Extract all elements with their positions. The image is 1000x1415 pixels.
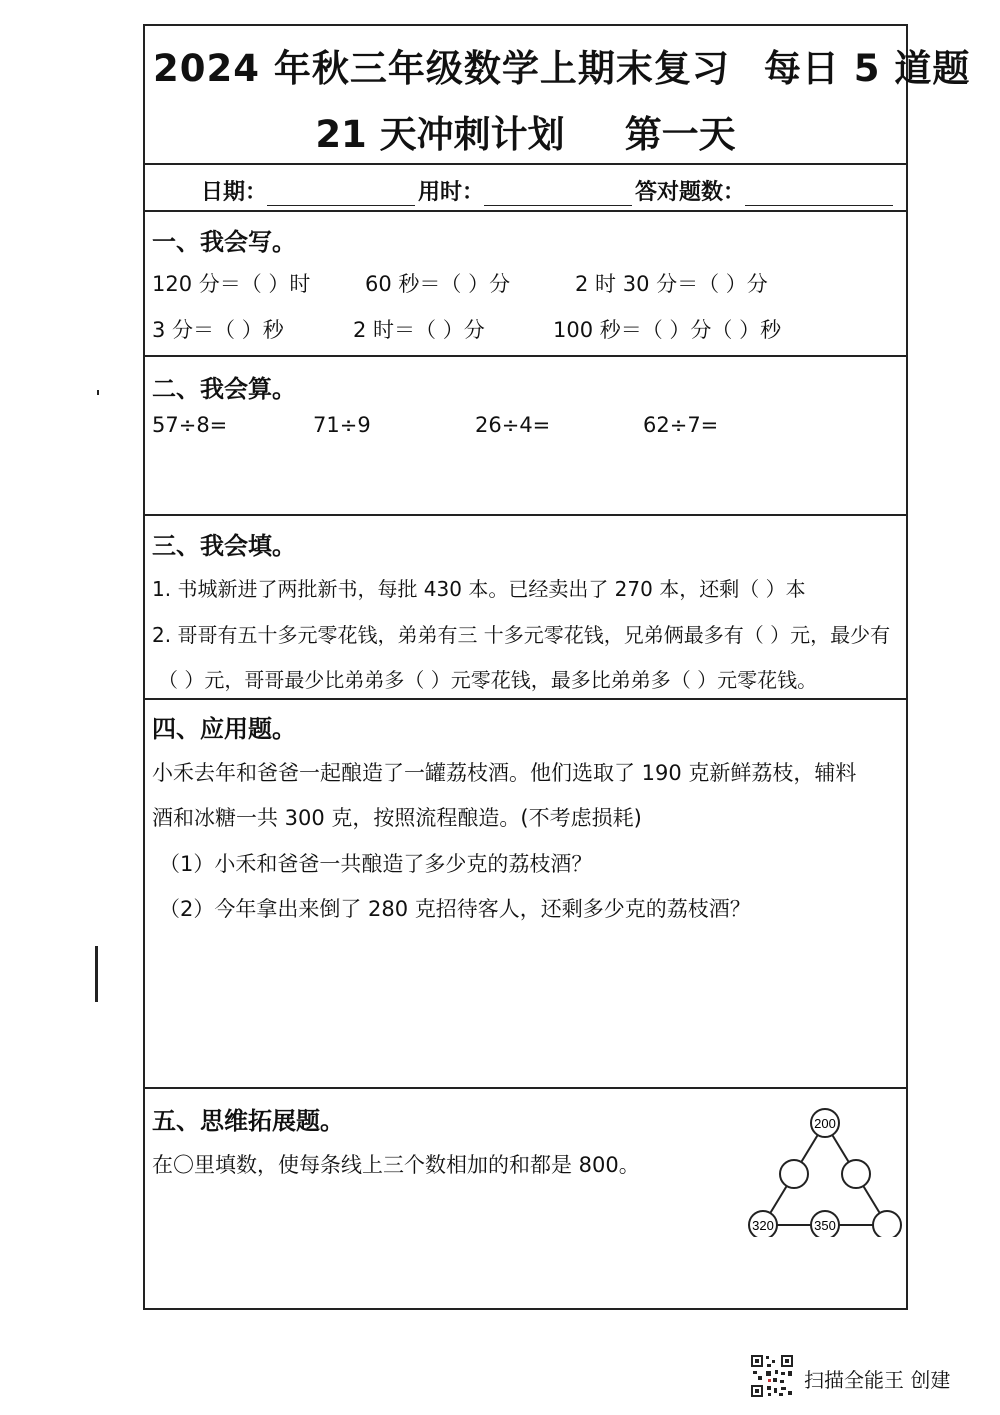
section-write <box>145 210 906 357</box>
worksheet <box>143 24 971 1310</box>
section-title: 三、我会填。 <box>152 532 296 560</box>
scan-mark <box>95 946 98 1002</box>
circle-blank-right[interactable] <box>842 1160 870 1188</box>
question-1: 1. 书城新进了两批新书，每批 430 本。已经卖出了 270 本，还剩（ ）本 <box>152 577 806 601</box>
time-field[interactable]: 用时： <box>418 175 632 206</box>
calc-item: 62÷7= <box>643 413 719 437</box>
svg-text:350: 350 <box>814 1218 836 1233</box>
date-blank[interactable] <box>267 183 415 206</box>
question-item: 2 时 30 分＝（ ）分 <box>575 272 768 296</box>
circle-top <box>811 1109 839 1137</box>
date-field[interactable]: 日期： <box>201 175 415 206</box>
section-thinking <box>145 1089 906 1310</box>
section-application <box>145 700 906 1089</box>
info-row <box>145 163 906 212</box>
question-item: 3 分＝（ ）秒 <box>152 318 284 342</box>
circle-blank-bottom-right[interactable] <box>873 1211 901 1237</box>
number-triangle-puzzle <box>745 1107 905 1237</box>
worksheet-title: 2024 年秋三年级数学上期末复习 每日 5 道题 <box>153 47 971 90</box>
time-blank[interactable] <box>484 183 632 206</box>
scan-mark <box>97 390 99 395</box>
scanner-watermark <box>750 1354 990 1398</box>
section-calculate <box>145 357 906 516</box>
question-item: 100 秒＝（ ）分（ ）秒 <box>553 318 782 342</box>
question-item: 2 时＝（ ）分 <box>353 318 485 342</box>
puzzle-instruction: 在〇里填数，使每条线上三个数相加的和都是 800。 <box>152 1153 640 1177</box>
question-2-line1: 2. 哥哥有五十多元零花钱，弟弟有三 十多元零花钱，兄弟俩最多有（ ）元，最少有 <box>152 623 891 647</box>
section-title: 四、应用题。 <box>152 715 296 743</box>
title-block <box>145 26 971 165</box>
correct-count-blank[interactable] <box>745 183 893 206</box>
svg-text:320: 320 <box>752 1218 774 1233</box>
qr-code-icon <box>750 1354 794 1398</box>
circle-bottom-mid <box>811 1211 839 1237</box>
calc-item: 71÷9 <box>313 413 371 437</box>
question-item: 120 分＝（ ）时 <box>152 272 311 296</box>
watermark-text: 扫描全能王 创建 <box>804 1368 951 1392</box>
section-fill <box>145 516 906 700</box>
correct-count-field[interactable]: 答对题数： <box>635 175 893 206</box>
worksheet-subtitle: 21 天冲刺计划 第一天 <box>315 113 736 156</box>
section-title: 二、我会算。 <box>152 375 296 403</box>
section-title: 一、我会写。 <box>152 228 296 256</box>
question-2-line2: （ ）元，哥哥最少比弟弟多（ ）元零花钱，最多比弟弟多（ ）元零花钱。 <box>158 668 818 692</box>
calc-item: 57÷8= <box>152 413 228 437</box>
circle-blank-left[interactable] <box>780 1160 808 1188</box>
circle-bottom-left <box>749 1211 777 1237</box>
question-item: 60 秒＝（ ）分 <box>365 272 511 296</box>
section-title: 五、思维拓展题。 <box>152 1107 344 1135</box>
problem-text-line2: 酒和冰糖一共 300 克，按照流程酿造。(不考虑损耗) <box>152 806 642 830</box>
sub-question-1: （1）小禾和爸爸一共酿造了多少克的荔枝酒？ <box>159 852 593 876</box>
problem-text-line1: 小禾去年和爸爸一起酿造了一罐荔枝酒。他们选取了 190 克新鲜荔枝，辅料 <box>152 761 857 785</box>
sub-question-2: （2）今年拿出来倒了 280 克招待客人，还剩多少克的荔枝酒？ <box>159 897 751 921</box>
svg-text:200: 200 <box>814 1116 836 1131</box>
calc-item: 26÷4= <box>475 413 551 437</box>
